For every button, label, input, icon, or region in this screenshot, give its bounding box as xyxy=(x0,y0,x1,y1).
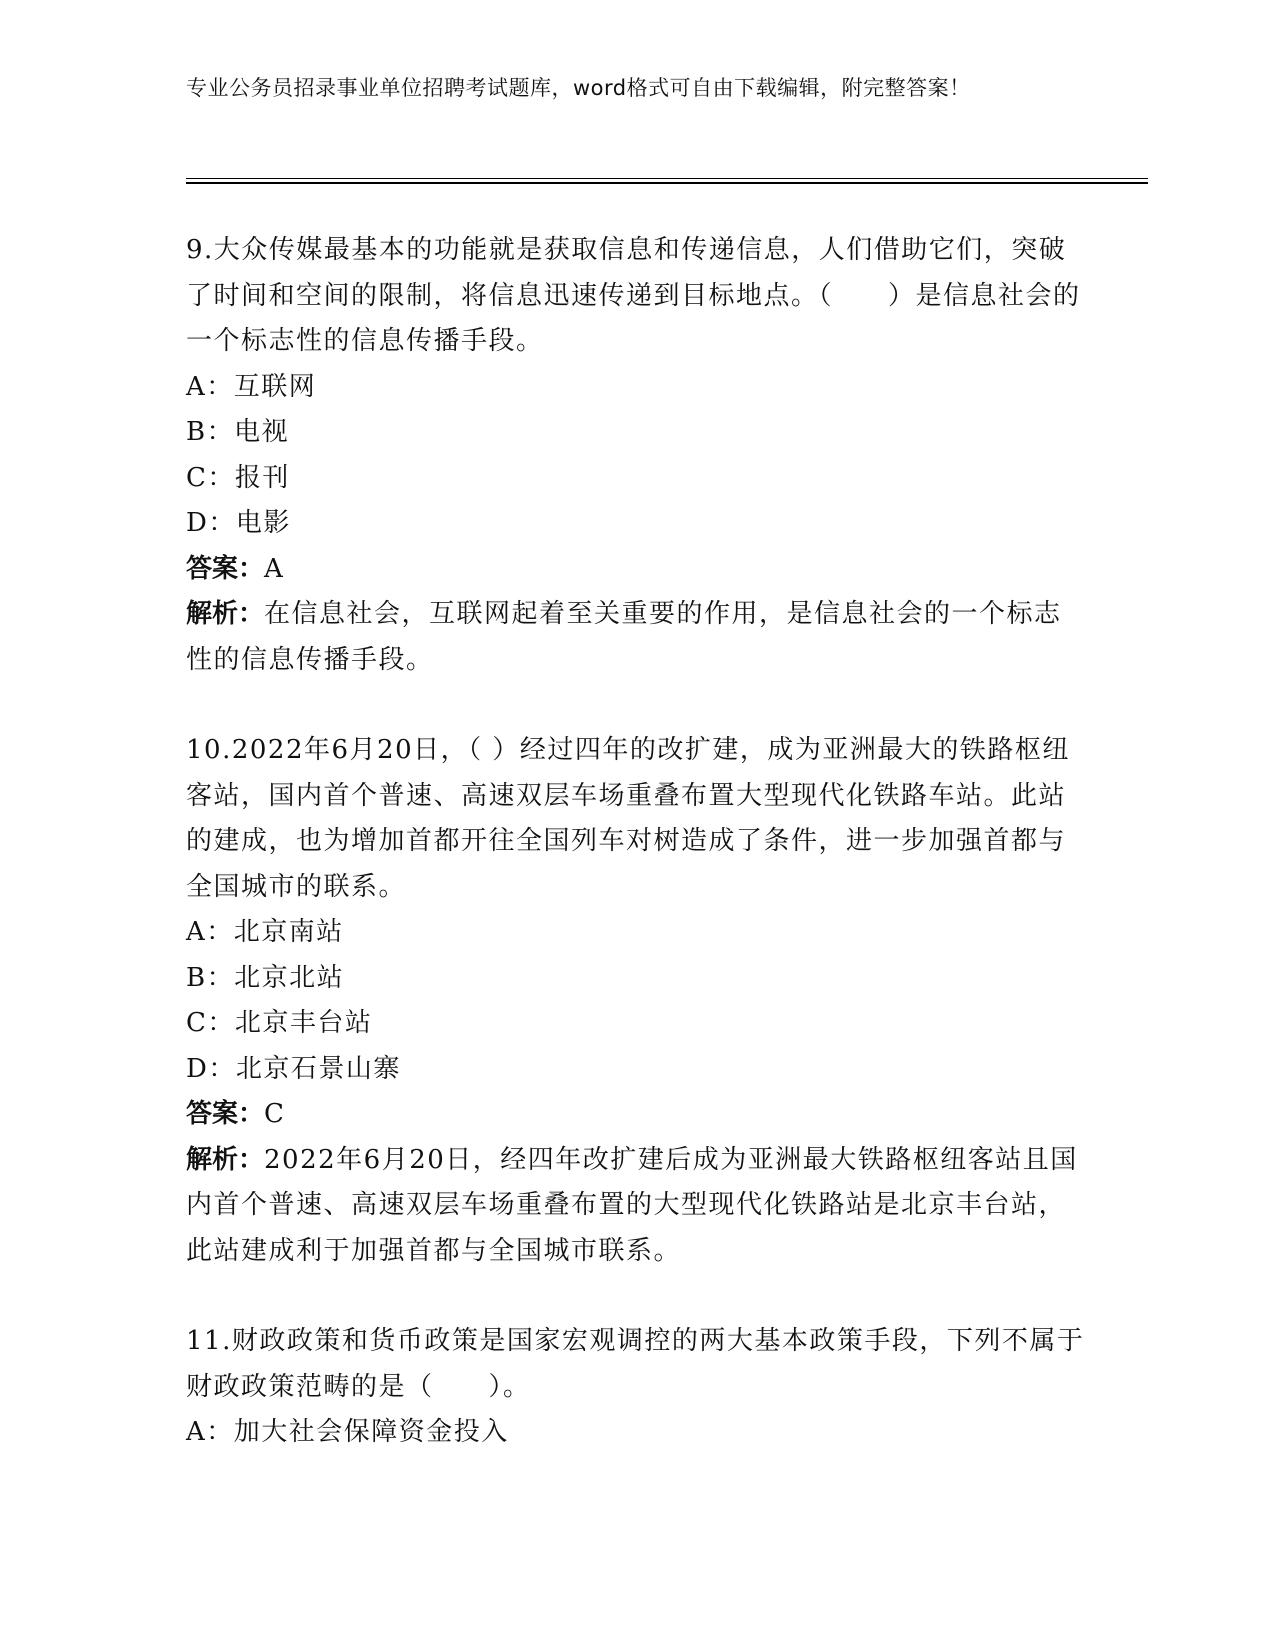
document-header xyxy=(186,72,1066,104)
question-text: 11.财政政策和货币政策是国家宏观调控的两大基本政策手段，下列不属于财政政策范畴的是（ ）。 xyxy=(186,1326,1085,1402)
question-9 xyxy=(186,228,1086,683)
question-11 xyxy=(186,1319,1086,1456)
option-b: B：电视 xyxy=(186,417,290,447)
analysis-text: 2022年6月20日，经四年改扩建后成为亚洲最大铁路枢纽客站且国内首个普速、高速双层车场重叠布置的大型现代化铁路站是北京丰台站，此站建成利于加强首都与全国城市联系。 xyxy=(186,1144,1078,1266)
option-c: C：北京丰台站 xyxy=(186,1008,373,1038)
option-d: D：北京石景山寨 xyxy=(186,1053,401,1084)
header-divider-thick xyxy=(186,182,1148,184)
analysis-block xyxy=(186,1138,1086,1275)
answer-label: 答案： xyxy=(186,553,265,584)
option-b: B：北京北站 xyxy=(186,962,345,993)
answer-label: 答案： xyxy=(186,1099,265,1129)
option-d: D：电影 xyxy=(186,508,291,538)
question-list xyxy=(186,228,1086,1501)
analysis-label: 解析： xyxy=(186,1144,265,1175)
option-c: C：报刊 xyxy=(186,462,290,493)
question-text: 9.大众传媒最基本的功能就是获取信息和传递信息，人们借助它们，突破了时间和空间的限制，将信息迅速传递到目标地点。（ ）是信息社会的一个标志性的信息传播手段。 xyxy=(186,235,1081,356)
option-a: A：互联网 xyxy=(186,371,317,402)
option-a: A：加大社会保障资金投入 xyxy=(186,1417,509,1447)
option-a: A：北京南站 xyxy=(186,917,344,947)
question-10 xyxy=(186,728,1086,1274)
answer-value: C xyxy=(264,1099,286,1129)
header-divider xyxy=(186,178,1148,179)
analysis-block xyxy=(186,592,1086,683)
answer-line xyxy=(186,1092,1086,1138)
analysis-label: 解析： xyxy=(186,599,265,629)
header-text: 专业公务员招录事业单位招聘考试题库，word格式可自由下载编辑，附完整答案！ xyxy=(186,76,971,100)
question-text: 10.2022年6月20日，（ ）经过四年的改扩建，成为亚洲最大的铁路枢纽客站，国内首个普速、高速双层车场重叠布置大型现代化铁路车站。此站的建成，也为增加首都开往全国列车对树造成了条件，进一步加强首都与全国城市的联系。 xyxy=(186,735,1070,902)
answer-line xyxy=(186,547,1086,593)
answer-value: A xyxy=(264,553,285,584)
analysis-text: 在信息社会，互联网起着至关重要的作用，是信息社会的一个标志性的信息传播手段。 xyxy=(186,599,1062,675)
